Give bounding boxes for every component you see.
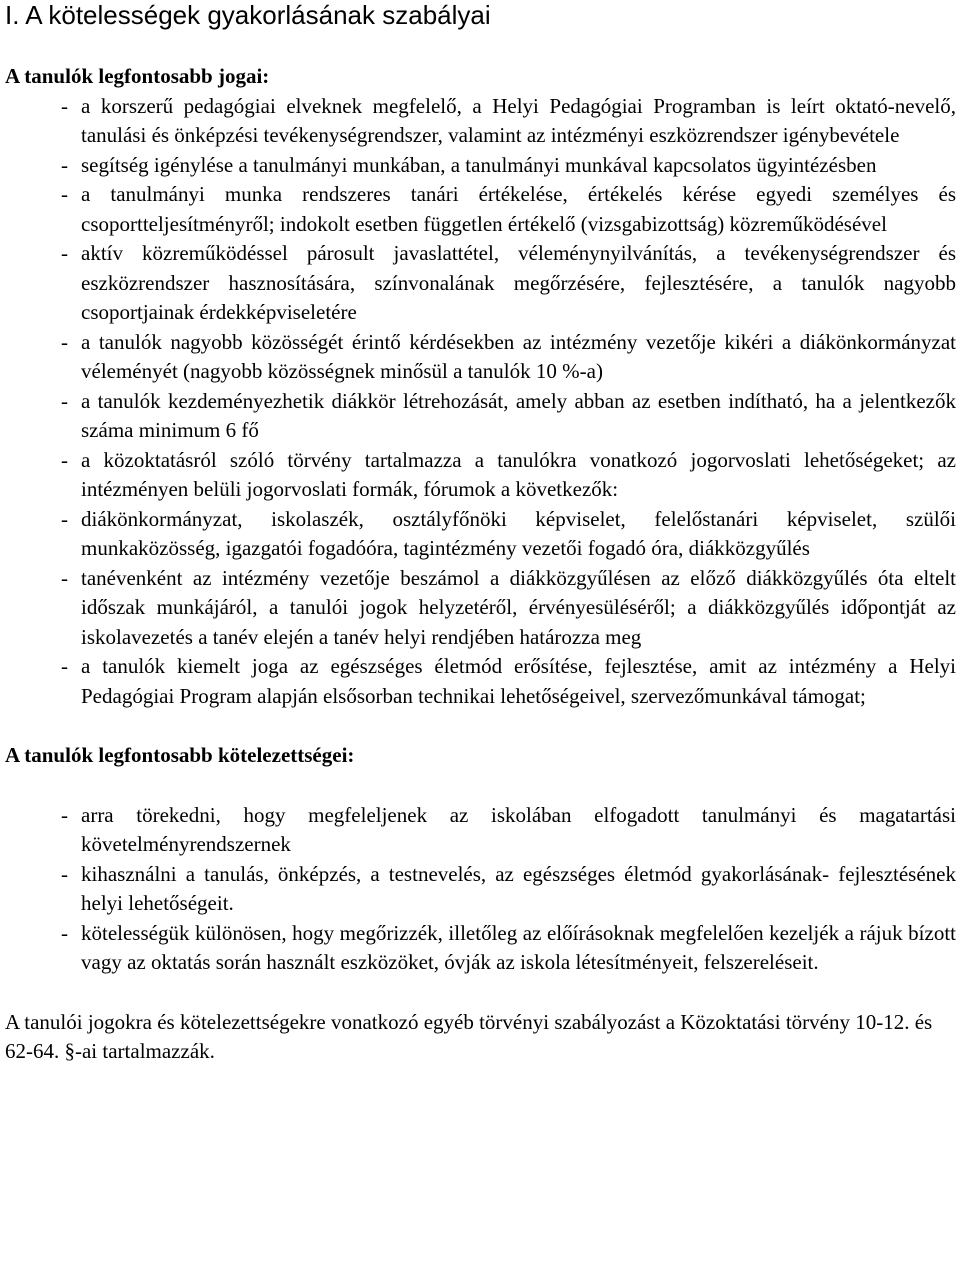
dash-marker: - [61, 447, 68, 472]
duties-section [5, 741, 956, 978]
dash-marker: - [61, 565, 68, 590]
dash-marker: - [61, 802, 68, 827]
list-item [5, 151, 956, 181]
duties-list [5, 801, 956, 978]
list-item [5, 92, 956, 151]
list-item [5, 180, 956, 239]
list-item [5, 387, 956, 446]
list-item [5, 446, 956, 505]
list-item-text: kihasználni a tanulás, önképzés, a testnevelés, az egészséges életmód gyakorlásának- fejlesztésének helyi lehetőségeit. [81, 861, 956, 915]
dash-marker: - [61, 93, 68, 118]
list-item-text: aktív közreműködéssel párosult javaslattétel, véleménynyilvánítás, a tevékenységrendszer és eszközrendszer hasznosítására, színvonalának megőrzésére, fejlesztésére, a tanulók nagyobb csoportjainak érdekképviseletére [81, 241, 956, 324]
list-item [5, 801, 956, 860]
rights-title: A tanulók legfontosabb jogai: [5, 64, 270, 88]
dash-marker: - [61, 388, 68, 413]
list-item-text: arra törekedni, hogy megfeleljenek az iskolában elfogadott tanulmányi és magatartási követelményrendszernek [81, 802, 956, 856]
rights-list [5, 92, 956, 712]
list-item-text: a közoktatásról szóló törvény tartalmazza a tanulókra vonatkozó jogorvoslati lehetőségeket; az intézményen belüli jogorvoslati formák, fórumok a következők: [81, 447, 956, 501]
list-item [5, 860, 956, 919]
dash-marker: - [61, 506, 68, 531]
list-item-text: diákönkormányzat, iskolaszék, osztályfőnöki képviselet, felelőstanári képviselet, szülői munkaközösség, igazgatói fogadóóra, tagintézmény vezetői fogadó óra, diákközgyűlés [81, 506, 956, 560]
list-item [5, 564, 956, 653]
list-item-text: tanévenként az intézmény vezetője beszámol a diákközgyűlésen az előző diákközgyűlés óta eltelt időszak munkájáról, a tanulói jogok helyzetéről, érvényesüléséről; a diákközgyűlés időpontját az iskolavezetés a tanév elején a tanév helyi rendjében határozza meg [81, 565, 956, 649]
list-item-text: a tanulók kezdeményezhetik diákkör létrehozását, amely abban az esetben indítható, ha a jelentkezők száma minimum 6 fő [81, 388, 956, 442]
list-item [5, 328, 956, 387]
dash-marker: - [61, 182, 68, 206]
list-item-text: a tanulmányi munka rendszeres tanári értékelése, értékelés kérése egyedi személyes és csoportteljesítményről; indokolt esetben független értékelő (vizsgabizottság) közreműködésével [81, 182, 956, 236]
duties-title: A tanulók legfontosabb kötelezettségei: [5, 743, 355, 767]
list-item-text: a tanulók nagyobb közösségét érintő kérdésekben az intézmény vezetője kikéri a diákönkormányzat véleményét (nagyobb közösségnek minősül a tanulók 10 %-a) [81, 329, 956, 383]
list-item-text: a tanulók kiemelt joga az egészséges életmód erősítése, fejlesztése, amit az intézmény a Helyi Pedagógiai Program alapján elsősorban technikai lehetőségeivel, szervezőmunkával támogat; [81, 654, 956, 708]
list-item-text: a korszerű pedagógiai elveknek megfelelő, a Helyi Pedagógiai Programban is leírt oktató-nevelő, tanulási és önképzési tevékenységrendszer, valamint az intézményi eszközrendszer igénybevétele [81, 93, 956, 147]
dash-marker: - [61, 920, 68, 945]
list-item-text: kötelességük különösen, hogy megőrizzék, illetőleg az előírásoknak megfelelően kezeljék a rájuk bízott vagy az oktatás során használt eszközöket, óvják az iskola létesítményeit, felszereléseit. [81, 920, 956, 974]
list-item [5, 919, 956, 978]
dash-marker: - [61, 241, 68, 265]
dash-marker: - [61, 329, 68, 354]
list-item [5, 652, 956, 711]
dash-marker: - [61, 152, 68, 177]
list-item-text: segítség igénylése a tanulmányi munkában, a tanulmányi munkával kapcsolatos ügyintézésben [81, 152, 877, 177]
section-heading: I. A kötelességek gyakorlásának szabályai [5, 0, 491, 30]
list-item [5, 505, 956, 564]
dash-marker: - [61, 654, 68, 678]
rights-section [5, 62, 956, 711]
dash-marker: - [61, 861, 68, 886]
closing-paragraph: A tanulói jogokra és kötelezettségekre vonatkozó egyéb törvényi szabályozást a Közoktatási törvény 10-12. és 62-64. §-ai tartalmazzák. [5, 1009, 933, 1063]
list-item [5, 239, 956, 328]
